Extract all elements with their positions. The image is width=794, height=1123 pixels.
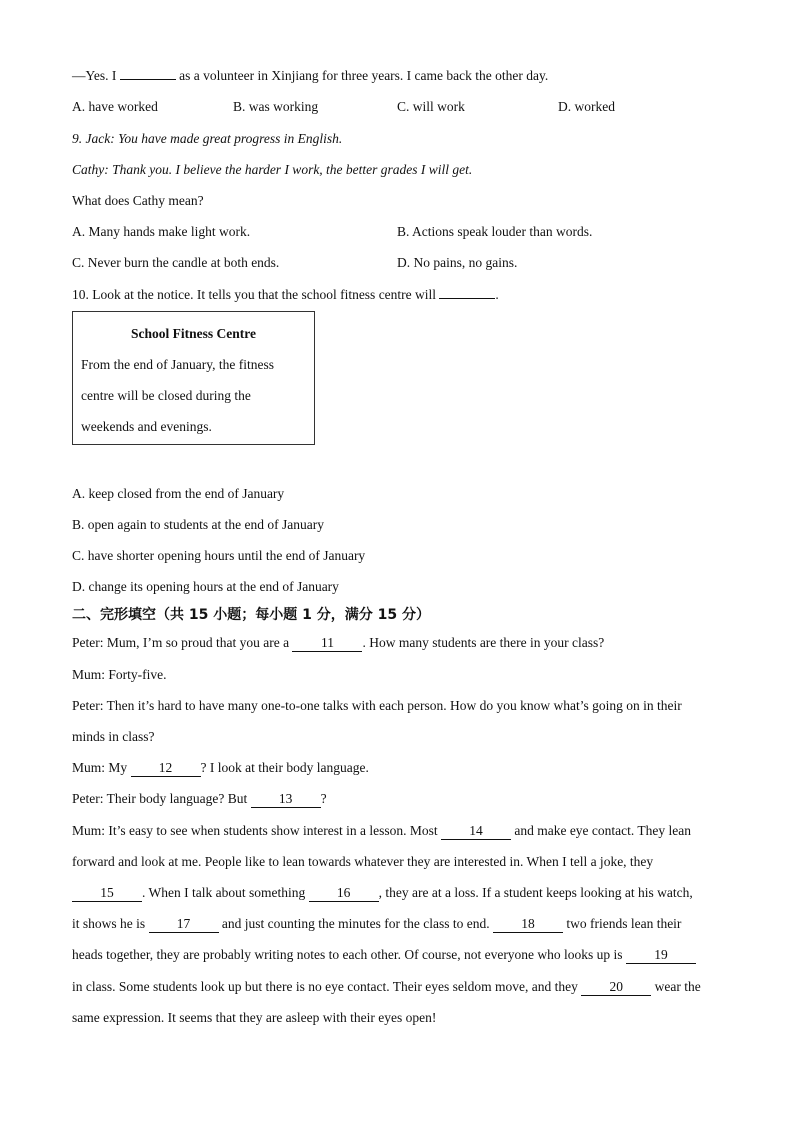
passage-line <box>72 946 696 964</box>
blank-20[interactable]: 20 <box>581 979 651 996</box>
passage-text: ? I look at their body language. <box>200 760 369 775</box>
notice-title: School Fitness Centre <box>131 326 256 341</box>
q8-blank[interactable] <box>120 79 176 80</box>
q9-option-a[interactable]: A. Many hands make light work. <box>72 224 251 239</box>
passage-text: Peter: Their body language? But <box>72 791 251 806</box>
blank-11[interactable]: 11 <box>292 635 362 652</box>
q10-stem-suffix: . <box>495 287 499 302</box>
passage-line <box>72 634 604 652</box>
notice-line: centre will be closed during the <box>81 388 251 403</box>
q10-option-b[interactable]: B. open again to students at the end of January <box>72 517 324 532</box>
q9-option-b[interactable]: B. Actions speak louder than words. <box>397 224 593 239</box>
passage-text: , they are at a loss. If a student keeps looking at his watch, <box>378 885 693 900</box>
passage-line <box>72 790 327 808</box>
passage-text: and make eye contact. They lean <box>510 823 692 838</box>
blank-18[interactable]: 18 <box>493 916 563 933</box>
notice-line: weekends and evenings. <box>81 419 212 434</box>
q8-stem <box>72 67 548 85</box>
q10-option-d[interactable]: D. change its opening hours at the end of January <box>72 579 339 594</box>
blank-15[interactable]: 15 <box>72 885 142 902</box>
q9-question: What does Cathy mean? <box>72 193 204 208</box>
passage-line: Mum: Forty-five. <box>72 667 167 682</box>
blank-12[interactable]: 12 <box>131 760 201 777</box>
q10-option-a[interactable]: A. keep closed from the end of January <box>72 486 285 501</box>
passage-text: in class. Some students look up but there is no eye contact. Their eyes seldom move, and they <box>72 979 582 994</box>
q8-option-a[interactable]: A. have worked <box>72 99 158 114</box>
passage-text: . When I talk about something <box>142 885 309 900</box>
passage-text: ? <box>320 791 327 806</box>
passage-line <box>72 884 693 902</box>
q8-option-c[interactable]: C. will work <box>397 99 465 114</box>
passage-text: two friends lean their <box>562 916 682 931</box>
passage-line: Peter: Then it’s hard to have many one-to-one talks with each person. How do you know what’s going on in their <box>72 698 682 713</box>
section-heading: 二、完形填空（共 15 小题；每小题 1 分，满分 15 分） <box>72 607 430 623</box>
q8-prefix: —Yes. I <box>72 68 120 83</box>
blank-13[interactable]: 13 <box>251 791 321 808</box>
passage-text: and just counting the minutes for the class to end. <box>218 916 493 931</box>
q8-option-b[interactable]: B. was working <box>233 99 319 114</box>
notice-line: From the end of January, the fitness <box>81 357 274 372</box>
blank-17[interactable]: 17 <box>149 916 219 933</box>
blank-19[interactable]: 19 <box>626 947 696 964</box>
passage-text: Mum: My <box>72 760 131 775</box>
q8-option-d[interactable]: D. worked <box>558 99 615 114</box>
q9-option-c[interactable]: C. Never burn the candle at both ends. <box>72 255 280 270</box>
passage-line <box>72 759 369 777</box>
q10-option-c[interactable]: C. have shorter opening hours until the end of January <box>72 548 366 563</box>
passage-text: it shows he is <box>72 916 149 931</box>
q8-suffix: as a volunteer in Xinjiang for three years. I came back the other day. <box>175 68 549 83</box>
notice-box <box>72 311 315 445</box>
q10-blank[interactable] <box>439 298 495 299</box>
passage-text: Mum: It’s easy to see when students show interest in a lesson. Most <box>72 823 441 838</box>
blank-16[interactable]: 16 <box>309 885 379 902</box>
q9-option-d[interactable]: D. No pains, no gains. <box>397 255 518 270</box>
passage-text: . How many students are there in your class? <box>362 635 605 650</box>
q9-line-cathy: Cathy: Thank you. I believe the harder I work, the better grades I will get. <box>72 162 473 177</box>
passage-line <box>72 915 681 933</box>
passage-text: Peter: Mum, I’m so proud that you are a <box>72 635 293 650</box>
blank-14[interactable]: 14 <box>441 823 511 840</box>
passage-line <box>72 978 701 996</box>
passage-line: same expression. It seems that they are asleep with their eyes open! <box>72 1010 437 1025</box>
q10-stem <box>72 286 499 304</box>
q9-line-jack: 9. Jack: You have made great progress in English. <box>72 131 343 146</box>
passage-text: wear the <box>651 979 701 994</box>
passage-line <box>72 822 691 840</box>
passage-text: heads together, they are probably writing notes to each other. Of course, not everyone who looks up is <box>72 947 626 962</box>
q10-stem-prefix: 10. Look at the notice. It tells you that the school fitness centre will <box>72 287 440 302</box>
passage-line: minds in class? <box>72 729 155 744</box>
passage-line: forward and look at me. People like to lean towards whatever they are interested in. When I tell a joke, they <box>72 854 654 869</box>
